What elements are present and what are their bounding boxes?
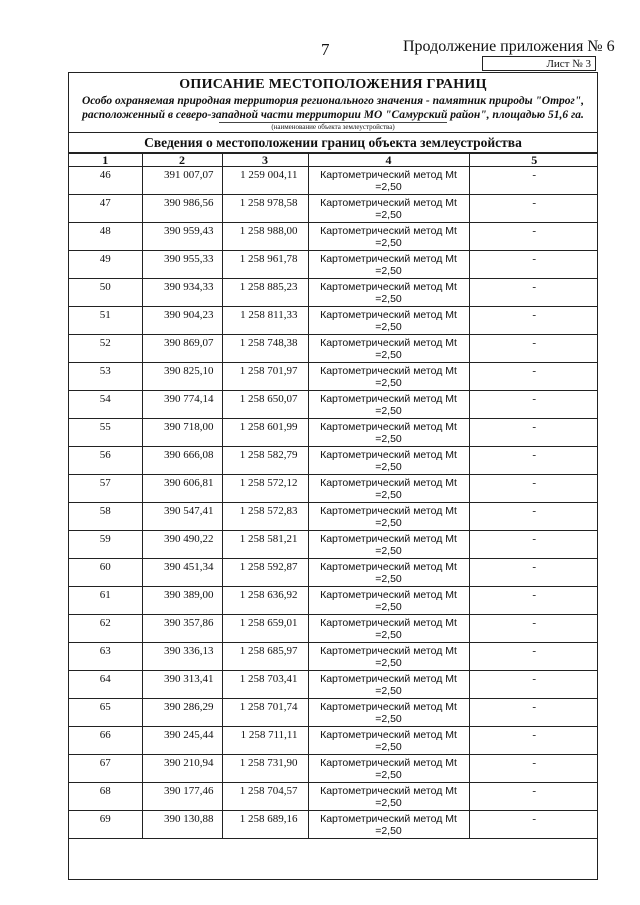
y-coordinate-cell: 1 258 685,97 xyxy=(222,643,308,671)
y-coordinate-cell: 1 258 701,97 xyxy=(222,363,308,391)
method-cell: Картометрический метод Mt =2,50 xyxy=(308,755,469,783)
point-number-cell: 56 xyxy=(69,447,142,475)
point-number-cell: 51 xyxy=(69,307,142,335)
y-coordinate-cell: 1 258 748,38 xyxy=(222,335,308,363)
y-coordinate-cell: 1 258 988,00 xyxy=(222,223,308,251)
x-coordinate-cell: 390 869,07 xyxy=(142,335,222,363)
method-cell: Картометрический метод Mt =2,50 xyxy=(308,279,469,307)
method-cell: Картометрический метод Mt =2,50 xyxy=(308,811,469,839)
description-cell: - xyxy=(469,363,598,391)
description-cell: - xyxy=(469,587,598,615)
x-coordinate-cell: 390 286,29 xyxy=(142,699,222,727)
description-cell: - xyxy=(469,419,598,447)
x-coordinate-cell: 390 959,43 xyxy=(142,223,222,251)
point-number-cell: 61 xyxy=(69,587,142,615)
document-header xyxy=(69,73,597,133)
description-cell: - xyxy=(469,335,598,363)
method-cell: Картометрический метод Mt =2,50 xyxy=(308,559,469,587)
method-cell: Картометрический метод Mt =2,50 xyxy=(308,307,469,335)
y-coordinate-cell: 1 258 572,12 xyxy=(222,475,308,503)
method-cell: Картометрический метод Mt =2,50 xyxy=(308,223,469,251)
description-cell: - xyxy=(469,503,598,531)
method-cell: Картометрический метод Mt =2,50 xyxy=(308,447,469,475)
point-number-cell: 69 xyxy=(69,811,142,839)
point-number-cell: 62 xyxy=(69,615,142,643)
x-coordinate-cell: 390 245,44 xyxy=(142,727,222,755)
column-header: 1 xyxy=(69,154,142,167)
sheet-number: Лист № 3 xyxy=(482,56,596,71)
column-header: 4 xyxy=(308,154,469,167)
object-name-note: (наименование объекта землеустройства) xyxy=(219,122,447,132)
document-frame xyxy=(68,72,598,880)
table-row xyxy=(69,811,598,839)
table-row xyxy=(69,447,598,475)
page-number: 7 xyxy=(321,40,330,59)
x-coordinate-cell: 390 718,00 xyxy=(142,419,222,447)
method-cell: Картометрический метод Mt =2,50 xyxy=(308,643,469,671)
method-cell: Картометрический метод Mt =2,50 xyxy=(308,671,469,699)
point-number-cell: 66 xyxy=(69,727,142,755)
y-coordinate-cell: 1 258 703,41 xyxy=(222,671,308,699)
description-cell: - xyxy=(469,251,598,279)
method-cell: Картометрический метод Mt =2,50 xyxy=(308,587,469,615)
y-coordinate-cell: 1 258 581,21 xyxy=(222,531,308,559)
x-coordinate-cell: 390 774,14 xyxy=(142,391,222,419)
point-number-cell: 46 xyxy=(69,167,142,195)
table-row xyxy=(69,559,598,587)
table-row xyxy=(69,699,598,727)
description-cell: - xyxy=(469,783,598,811)
document-subtitle: Особо охраняемая природная территория регионального значения - памятник природы "Отрог", расположенный в северо-западной части территории МО "Самурский район", площадью 51,6 га. xyxy=(81,95,585,121)
description-cell: - xyxy=(469,531,598,559)
table-row xyxy=(69,671,598,699)
y-coordinate-cell: 1 258 961,78 xyxy=(222,251,308,279)
x-coordinate-cell: 390 986,56 xyxy=(142,195,222,223)
table-header-row xyxy=(69,154,598,167)
point-number-cell: 65 xyxy=(69,699,142,727)
table-row xyxy=(69,419,598,447)
method-cell: Картометрический метод Mt =2,50 xyxy=(308,699,469,727)
x-coordinate-cell: 390 357,86 xyxy=(142,615,222,643)
method-cell: Картометрический метод Mt =2,50 xyxy=(308,195,469,223)
table-row xyxy=(69,783,598,811)
description-cell: - xyxy=(469,727,598,755)
x-coordinate-cell: 390 336,13 xyxy=(142,643,222,671)
table-row xyxy=(69,587,598,615)
y-coordinate-cell: 1 258 650,07 xyxy=(222,391,308,419)
x-coordinate-cell: 390 547,41 xyxy=(142,503,222,531)
method-cell: Картометрический метод Mt =2,50 xyxy=(308,475,469,503)
method-cell: Картометрический метод Mt =2,50 xyxy=(308,783,469,811)
table-row xyxy=(69,503,598,531)
point-number-cell: 52 xyxy=(69,335,142,363)
point-number-cell: 50 xyxy=(69,279,142,307)
description-cell: - xyxy=(469,223,598,251)
description-cell: - xyxy=(469,755,598,783)
table-row xyxy=(69,195,598,223)
description-cell: - xyxy=(469,307,598,335)
description-cell: - xyxy=(469,475,598,503)
y-coordinate-cell: 1 258 885,23 xyxy=(222,279,308,307)
y-coordinate-cell: 1 258 731,90 xyxy=(222,755,308,783)
y-coordinate-cell: 1 258 711,11 xyxy=(222,727,308,755)
table-row xyxy=(69,727,598,755)
x-coordinate-cell: 390 606,81 xyxy=(142,475,222,503)
method-cell: Картометрический метод Mt =2,50 xyxy=(308,531,469,559)
y-coordinate-cell: 1 258 582,79 xyxy=(222,447,308,475)
y-coordinate-cell: 1 258 572,83 xyxy=(222,503,308,531)
method-cell: Картометрический метод Mt =2,50 xyxy=(308,615,469,643)
point-number-cell: 60 xyxy=(69,559,142,587)
method-cell: Картометрический метод Mt =2,50 xyxy=(308,503,469,531)
table-row xyxy=(69,251,598,279)
y-coordinate-cell: 1 258 689,16 xyxy=(222,811,308,839)
x-coordinate-cell: 390 451,34 xyxy=(142,559,222,587)
y-coordinate-cell: 1 258 659,01 xyxy=(222,615,308,643)
x-coordinate-cell: 390 210,94 xyxy=(142,755,222,783)
point-number-cell: 68 xyxy=(69,783,142,811)
description-cell: - xyxy=(469,167,598,195)
point-number-cell: 49 xyxy=(69,251,142,279)
section-title: Сведения о местоположении границ объекта землеустройства xyxy=(69,133,597,153)
y-coordinate-cell: 1 259 004,11 xyxy=(222,167,308,195)
y-coordinate-cell: 1 258 636,92 xyxy=(222,587,308,615)
x-coordinate-cell: 390 313,41 xyxy=(142,671,222,699)
description-cell: - xyxy=(469,279,598,307)
point-number-cell: 64 xyxy=(69,671,142,699)
description-cell: - xyxy=(469,699,598,727)
description-cell: - xyxy=(469,671,598,699)
description-cell: - xyxy=(469,615,598,643)
x-coordinate-cell: 390 666,08 xyxy=(142,447,222,475)
x-coordinate-cell: 390 904,23 xyxy=(142,307,222,335)
method-cell: Картометрический метод Mt =2,50 xyxy=(308,251,469,279)
y-coordinate-cell: 1 258 701,74 xyxy=(222,699,308,727)
appendix-label: Продолжение приложения № 6 xyxy=(403,38,615,55)
column-header: 2 xyxy=(142,154,222,167)
coordinates-table xyxy=(69,153,598,839)
point-number-cell: 57 xyxy=(69,475,142,503)
point-number-cell: 59 xyxy=(69,531,142,559)
table-row xyxy=(69,167,598,195)
point-number-cell: 58 xyxy=(69,503,142,531)
point-number-cell: 48 xyxy=(69,223,142,251)
point-number-cell: 55 xyxy=(69,419,142,447)
table-row xyxy=(69,279,598,307)
table-row xyxy=(69,475,598,503)
point-number-cell: 63 xyxy=(69,643,142,671)
method-cell: Картометрический метод Mt =2,50 xyxy=(308,363,469,391)
y-coordinate-cell: 1 258 704,57 xyxy=(222,783,308,811)
column-header: 3 xyxy=(222,154,308,167)
description-cell: - xyxy=(469,447,598,475)
description-cell: - xyxy=(469,391,598,419)
table-row xyxy=(69,307,598,335)
x-coordinate-cell: 390 130,88 xyxy=(142,811,222,839)
y-coordinate-cell: 1 258 592,87 xyxy=(222,559,308,587)
y-coordinate-cell: 1 258 601,99 xyxy=(222,419,308,447)
table-row xyxy=(69,531,598,559)
table-row xyxy=(69,755,598,783)
column-header: 5 xyxy=(469,154,598,167)
x-coordinate-cell: 390 955,33 xyxy=(142,251,222,279)
table-row xyxy=(69,335,598,363)
description-cell: - xyxy=(469,811,598,839)
table-row xyxy=(69,223,598,251)
document-title: ОПИСАНИЕ МЕСТОПОЛОЖЕНИЯ ГРАНИЦ xyxy=(179,77,487,92)
description-cell: - xyxy=(469,559,598,587)
table-row xyxy=(69,615,598,643)
description-cell: - xyxy=(469,195,598,223)
method-cell: Картометрический метод Mt =2,50 xyxy=(308,335,469,363)
table-row xyxy=(69,643,598,671)
method-cell: Картометрический метод Mt =2,50 xyxy=(308,391,469,419)
method-cell: Картометрический метод Mt =2,50 xyxy=(308,167,469,195)
table-row xyxy=(69,363,598,391)
method-cell: Картометрический метод Mt =2,50 xyxy=(308,727,469,755)
point-number-cell: 47 xyxy=(69,195,142,223)
y-coordinate-cell: 1 258 978,58 xyxy=(222,195,308,223)
x-coordinate-cell: 390 934,33 xyxy=(142,279,222,307)
x-coordinate-cell: 391 007,07 xyxy=(142,167,222,195)
method-cell: Картометрический метод Mt =2,50 xyxy=(308,419,469,447)
description-cell: - xyxy=(469,643,598,671)
point-number-cell: 67 xyxy=(69,755,142,783)
point-number-cell: 53 xyxy=(69,363,142,391)
x-coordinate-cell: 390 490,22 xyxy=(142,531,222,559)
table-row xyxy=(69,391,598,419)
x-coordinate-cell: 390 825,10 xyxy=(142,363,222,391)
x-coordinate-cell: 390 177,46 xyxy=(142,783,222,811)
y-coordinate-cell: 1 258 811,33 xyxy=(222,307,308,335)
x-coordinate-cell: 390 389,00 xyxy=(142,587,222,615)
point-number-cell: 54 xyxy=(69,391,142,419)
